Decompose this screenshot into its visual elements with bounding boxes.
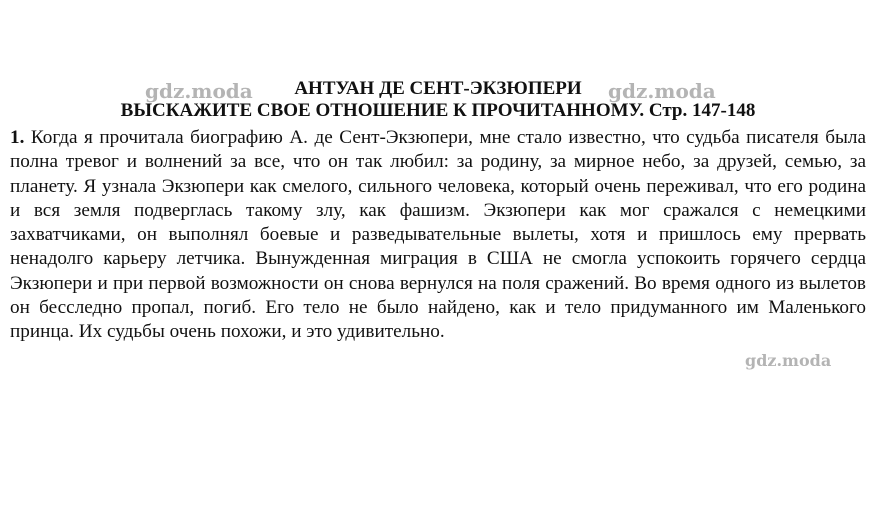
answer-paragraph (10, 126, 866, 345)
watermark-right: gdz.moda (608, 79, 716, 103)
answer-text: Когда я прочитала биографию А. де Сент-Экзюпери, мне стало известно, что судьба писателя была полна тревог и волнений за все, что он так любил: за родину, за мирное небо, за друзей, семью, за планету. Я узнала Экзюпери как смелого, сильного человека, который очень переживал, что его родина и вся земля подверглась такому злу, как фашизм. Экзюпери как мог сражался с немецкими захватчиками, он выполнял боевые и разведывательные вылеты, хотя и пришлось ему прервать ненадолго карьеру летчика. Вынужденная миграция в США не смогла успокоить горячего сердца Экзюпери и при первой возможности он снова вернулся на поля сражений. Во время одного из вылетов он бесследно пропал, погиб. Его тело не было найдено, как и тело придуманного им Маленького принца. Их судьбы очень похожи, и это удивительно. (10, 127, 866, 343)
watermark-left: gdz.moda (145, 79, 253, 103)
page-subtitle: ВЫСКАЖИТЕ СВОЕ ОТНОШЕНИЕ К ПРОЧИТАННОМУ. Стр. 147-148 (120, 100, 756, 121)
page-title: АНТУАН ДЕ СЕНТ-ЭКЗЮПЕРИ (294, 78, 582, 99)
answer-number: 1. (10, 127, 25, 148)
watermark-bottom: gdz.moda (745, 351, 832, 370)
